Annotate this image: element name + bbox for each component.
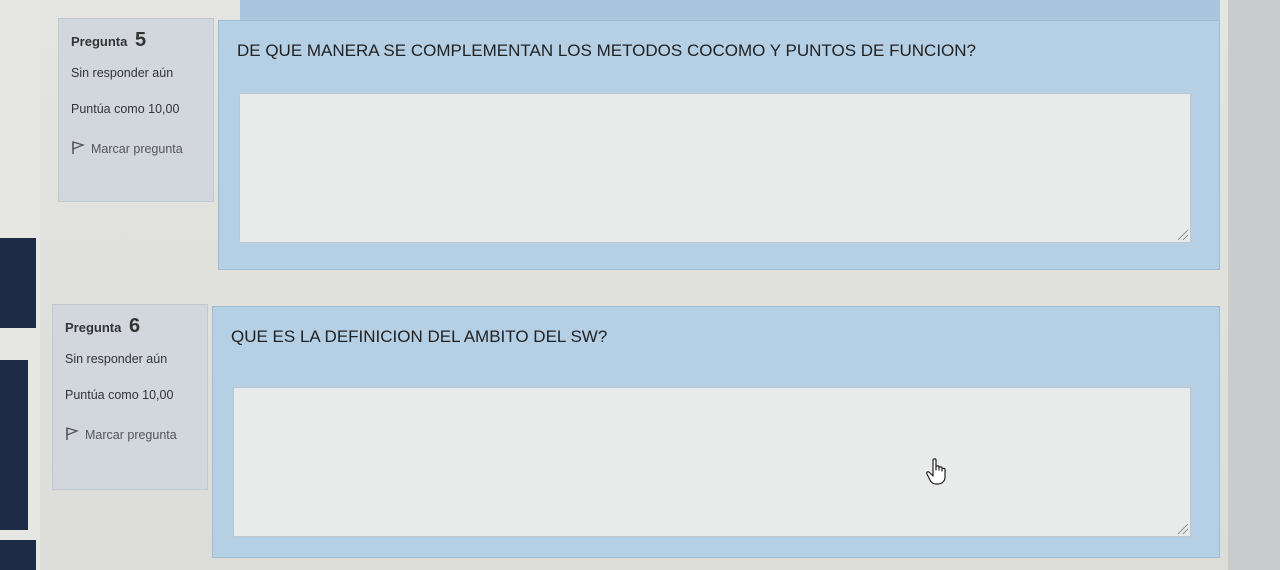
- question-content: [218, 20, 1220, 270]
- flag-question-label: Marcar pregunta: [85, 428, 177, 442]
- question-info: [52, 304, 208, 490]
- flag-question-label: Marcar pregunta: [91, 142, 183, 156]
- question-text: DE QUE MANERA SE COMPLEMENTAN LOS METODOS COCOMO Y PUNTOS DE FUNCION?: [237, 41, 976, 60]
- flag-question-link[interactable]: [71, 136, 207, 162]
- question-number: [71, 29, 207, 52]
- hand-pointer-icon: [926, 458, 948, 486]
- flag-icon: [71, 141, 85, 155]
- previous-question-bottom: [240, 0, 1220, 21]
- question-grade: Puntúa como 10,00: [65, 388, 174, 402]
- answer-textarea[interactable]: [239, 93, 1191, 243]
- resize-grip-icon[interactable]: [1178, 230, 1188, 240]
- right-edge: [1228, 0, 1280, 570]
- question-state: Sin responder aún: [71, 66, 174, 80]
- answer-textarea[interactable]: [233, 387, 1191, 537]
- question-number: [65, 315, 201, 338]
- left-edge: [0, 0, 40, 570]
- question-info: [58, 18, 214, 202]
- question-number-value: 5: [134, 29, 147, 51]
- left-edge-block: [0, 238, 36, 328]
- left-edge-block: [0, 360, 28, 530]
- resize-grip-icon[interactable]: [1178, 524, 1188, 534]
- flag-icon: [65, 427, 79, 441]
- question-number-value: 6: [128, 315, 141, 337]
- question-state: Sin responder aún: [65, 352, 168, 366]
- question-content: [212, 306, 1220, 558]
- flag-question-link[interactable]: [65, 422, 201, 448]
- question-label: Pregunta: [71, 34, 128, 49]
- question-label: Pregunta: [65, 320, 122, 335]
- question-grade: Puntúa como 10,00: [71, 102, 180, 116]
- left-edge-block: [0, 540, 36, 570]
- question-text: QUE ES LA DEFINICION DEL AMBITO DEL SW?: [231, 327, 608, 346]
